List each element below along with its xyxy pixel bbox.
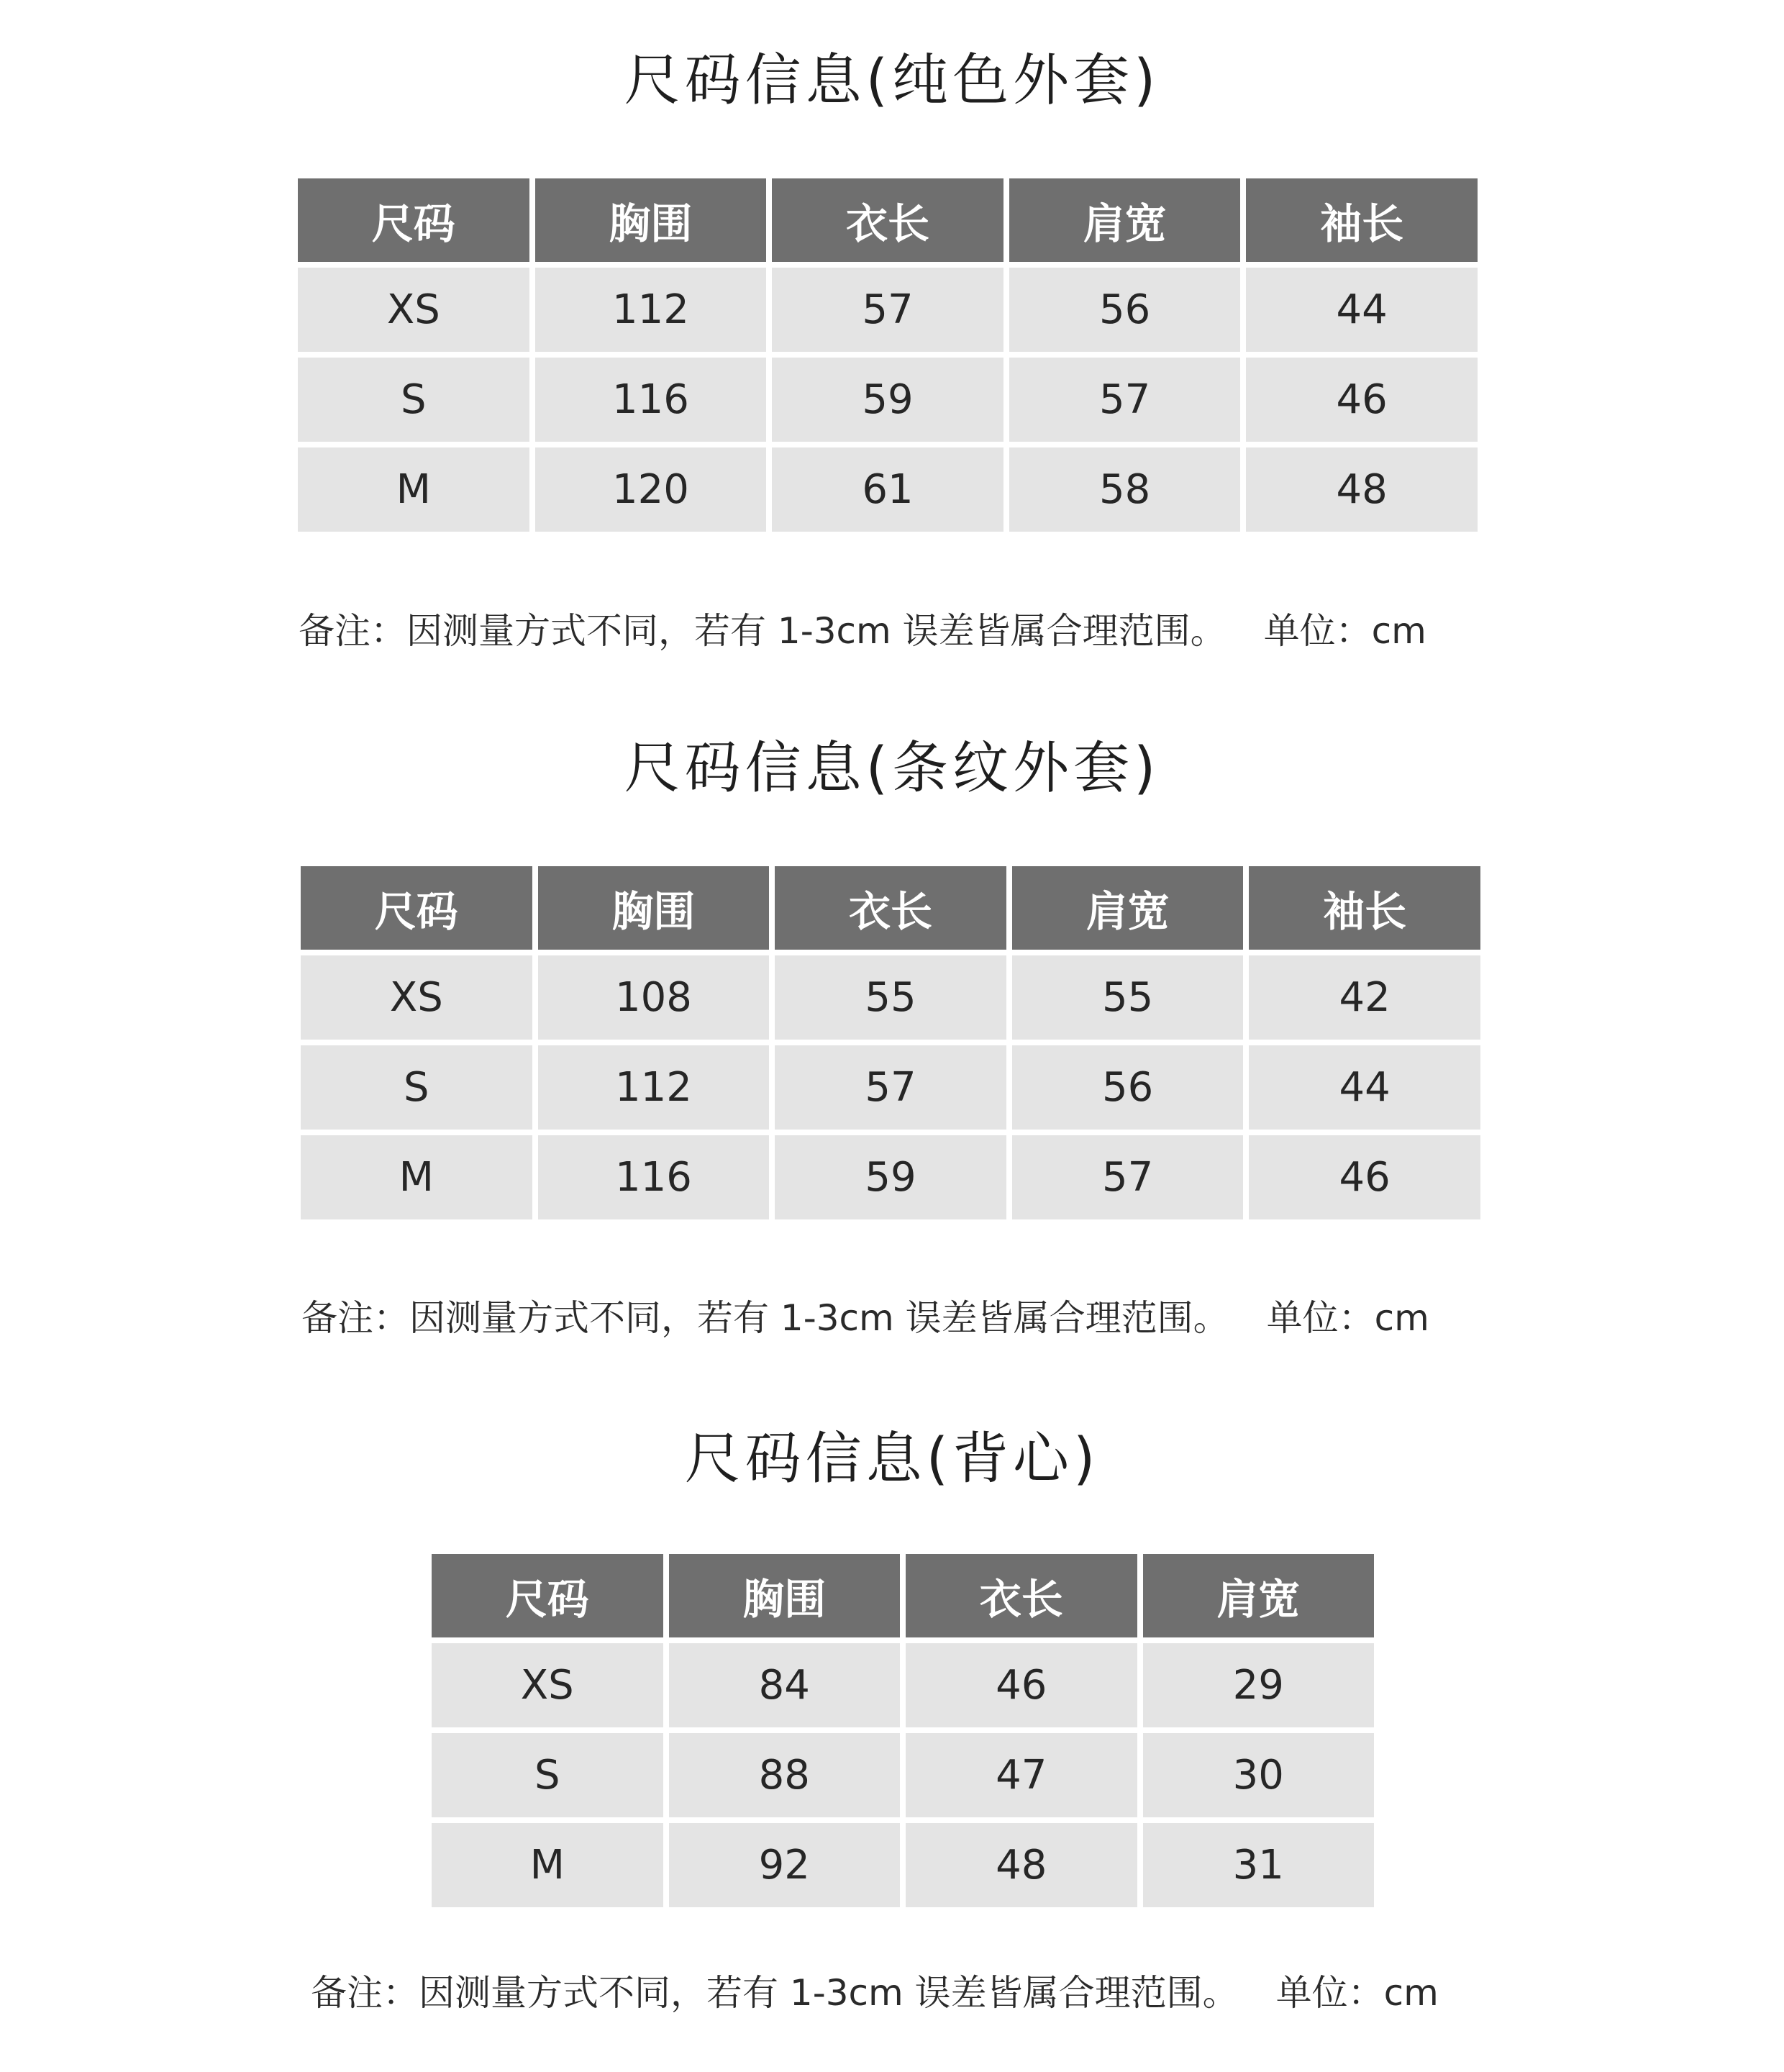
table-row [432,1823,1374,1907]
cell-length: 61 [772,447,1004,532]
header-length: 衣长 [775,866,1006,950]
cell-size: XS [298,268,529,352]
cell-sleeve: 44 [1249,1045,1480,1130]
cell-length: 59 [775,1135,1006,1219]
cell-shoulder: 55 [1012,955,1244,1040]
measurement-note [311,1968,1439,2018]
cell-size: M [298,447,529,532]
header-chest: 胸围 [669,1554,901,1637]
cell-shoulder: 57 [1012,1135,1244,1219]
unit-text: 单位：cm [1263,610,1426,652]
table-row [432,1733,1374,1817]
table-row [298,447,1478,532]
cell-chest: 92 [669,1823,901,1907]
size-table-striped-jacket [295,860,1486,1225]
table-row [301,1045,1480,1130]
table-row [301,955,1480,1040]
header-size: 尺码 [432,1554,663,1637]
header-size: 尺码 [301,866,532,950]
header-chest: 胸围 [538,866,770,950]
unit-text: 单位：cm [1275,1972,1439,2014]
cell-sleeve: 48 [1246,447,1478,532]
table-header-row [298,178,1478,262]
header-sleeve: 袖长 [1246,178,1478,262]
table-header-row [301,866,1480,950]
cell-shoulder: 31 [1143,1823,1375,1907]
cell-length: 48 [906,1823,1137,1907]
cell-shoulder: 56 [1012,1045,1244,1130]
table-header-row [432,1554,1374,1637]
cell-chest: 88 [669,1733,901,1817]
cell-shoulder: 58 [1009,447,1241,532]
header-shoulder: 肩宽 [1143,1554,1375,1637]
header-shoulder: 肩宽 [1009,178,1241,262]
size-table-solid-jacket [292,173,1483,537]
note-text: 备注：因测量方式不同，若有 1-3cm 误差皆属合理范围。 [299,610,1226,652]
cell-length: 57 [772,268,1004,352]
header-length: 衣长 [772,178,1004,262]
cell-shoulder: 29 [1143,1643,1375,1727]
cell-chest: 112 [535,268,767,352]
table-row [298,358,1478,442]
table-row [298,268,1478,352]
cell-shoulder: 30 [1143,1733,1375,1817]
section-title-vest: 尺码信息(背心) [684,1427,1100,1491]
cell-length: 57 [775,1045,1006,1130]
cell-size: S [298,358,529,442]
header-shoulder: 肩宽 [1012,866,1244,950]
cell-chest: 108 [538,955,770,1040]
cell-chest: 116 [538,1135,770,1219]
measurement-note [299,606,1426,656]
cell-chest: 116 [535,358,767,442]
size-table-vest [426,1548,1380,1913]
cell-shoulder: 57 [1009,358,1241,442]
cell-shoulder: 56 [1009,268,1241,352]
cell-length: 47 [906,1733,1137,1817]
cell-size: XS [432,1643,663,1727]
header-sleeve: 袖长 [1249,866,1480,950]
cell-sleeve: 46 [1246,358,1478,442]
header-size: 尺码 [298,178,529,262]
header-length: 衣长 [906,1554,1137,1637]
header-chest: 胸围 [535,178,767,262]
section-title-striped-jacket: 尺码信息(条纹外套) [624,736,1160,801]
cell-size: M [432,1823,663,1907]
cell-length: 55 [775,955,1006,1040]
measurement-note [301,1293,1429,1343]
note-text: 备注：因测量方式不同，若有 1-3cm 误差皆属合理范围。 [311,1972,1239,2014]
cell-size: XS [301,955,532,1040]
cell-length: 59 [772,358,1004,442]
cell-chest: 84 [669,1643,901,1727]
cell-chest: 112 [538,1045,770,1130]
cell-sleeve: 44 [1246,268,1478,352]
cell-sleeve: 42 [1249,955,1480,1040]
cell-sleeve: 46 [1249,1135,1480,1219]
cell-chest: 120 [535,447,767,532]
cell-size: S [301,1045,532,1130]
cell-length: 46 [906,1643,1137,1727]
cell-size: S [432,1733,663,1817]
unit-text: 单位：cm [1266,1297,1429,1339]
cell-size: M [301,1135,532,1219]
note-text: 备注：因测量方式不同，若有 1-3cm 误差皆属合理范围。 [301,1297,1229,1339]
section-title-solid-jacket: 尺码信息(纯色外套) [624,48,1160,113]
table-row [301,1135,1480,1219]
table-row [432,1643,1374,1727]
